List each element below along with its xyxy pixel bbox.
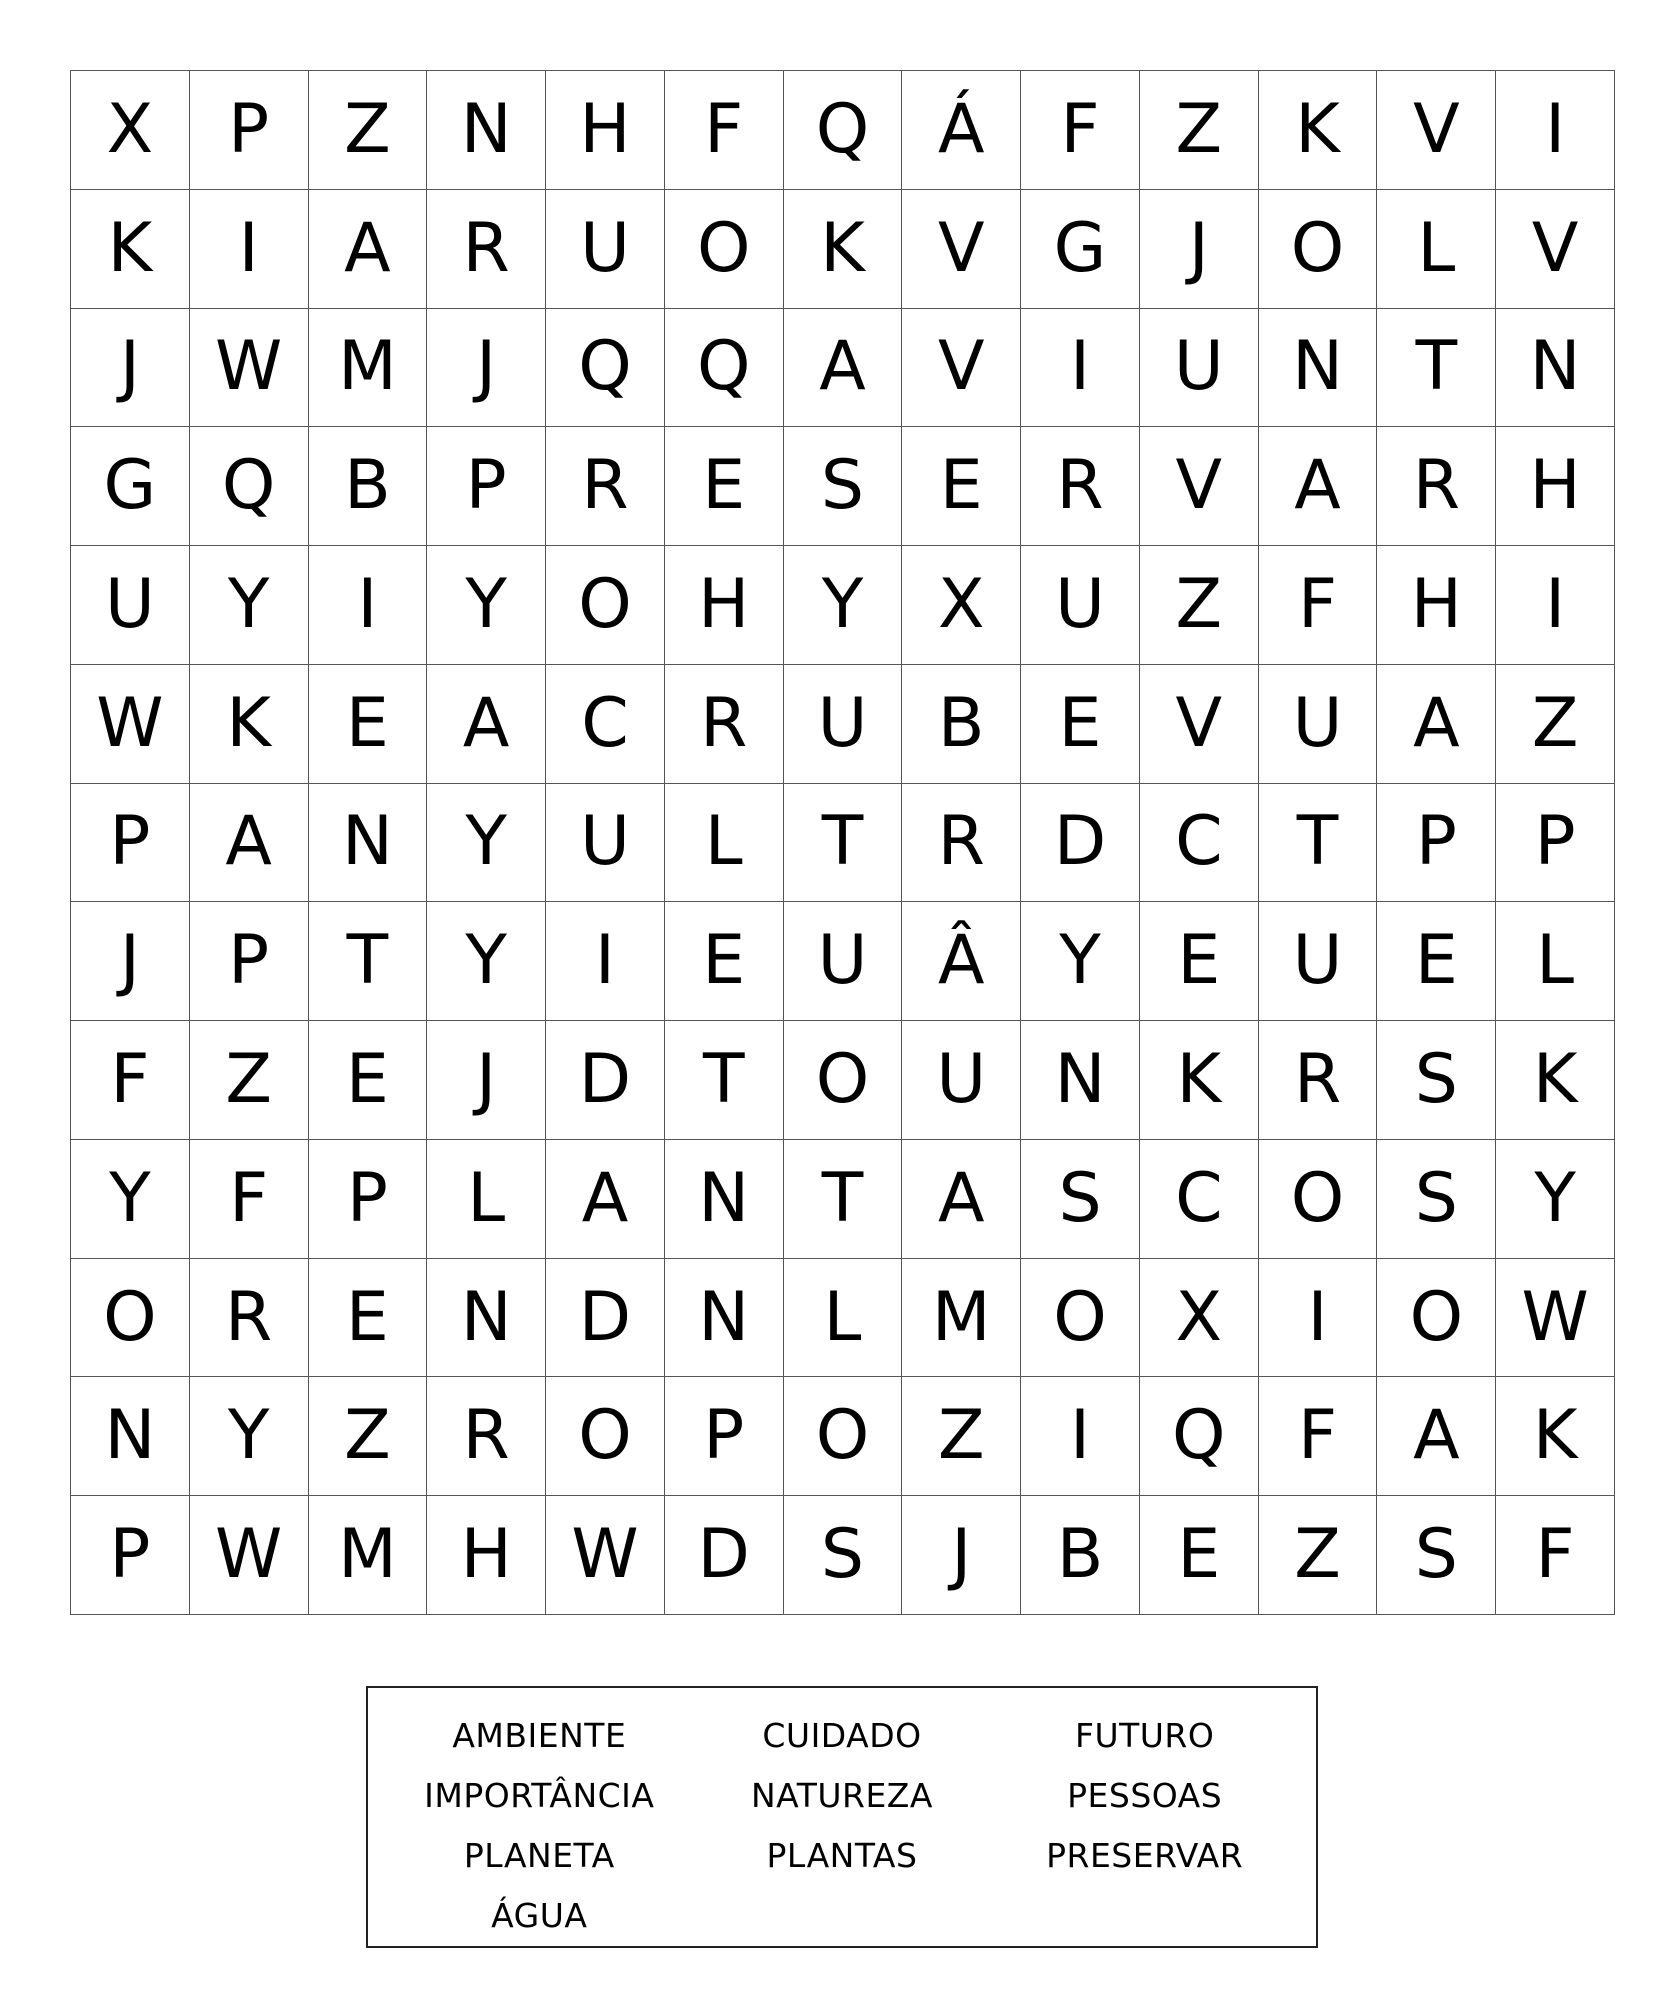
grid-cell[interactable]: A bbox=[784, 309, 903, 428]
word-list-item: CUIDADO bbox=[762, 1716, 922, 1755]
grid-cell[interactable]: S bbox=[784, 427, 903, 546]
grid-cell[interactable]: W bbox=[71, 665, 190, 784]
grid-cell[interactable]: M bbox=[902, 1259, 1021, 1378]
word-list-item: FUTURO bbox=[1074, 1716, 1215, 1755]
grid-cell[interactable]: R bbox=[902, 784, 1021, 903]
grid-cell[interactable]: I bbox=[1496, 71, 1615, 190]
grid-cell[interactable]: Y bbox=[1496, 1140, 1615, 1259]
grid-cell[interactable]: U bbox=[902, 1021, 1021, 1140]
grid-cell[interactable]: W bbox=[546, 1496, 665, 1615]
grid-cell[interactable]: Z bbox=[1140, 546, 1259, 665]
grid-cell[interactable]: F bbox=[1259, 546, 1378, 665]
grid-cell[interactable]: P bbox=[1496, 784, 1615, 903]
grid-cell[interactable]: N bbox=[665, 1140, 784, 1259]
grid-cell[interactable]: F bbox=[71, 1021, 190, 1140]
grid-cell[interactable]: A bbox=[1377, 1377, 1496, 1496]
grid-cell[interactable]: O bbox=[1259, 1140, 1378, 1259]
grid-cell[interactable]: H bbox=[427, 1496, 546, 1615]
grid-cell[interactable]: E bbox=[665, 427, 784, 546]
grid-cell[interactable]: K bbox=[784, 190, 903, 309]
grid-cell[interactable]: T bbox=[784, 1140, 903, 1259]
grid-cell[interactable]: E bbox=[309, 1021, 428, 1140]
word-list-item: ÁGUA bbox=[491, 1896, 588, 1935]
word-list-item: NATUREZA bbox=[751, 1776, 933, 1815]
grid-cell[interactable]: Q bbox=[1140, 1377, 1259, 1496]
grid-cell[interactable]: U bbox=[546, 190, 665, 309]
grid-cell[interactable]: T bbox=[1377, 309, 1496, 428]
grid-cell[interactable]: O bbox=[546, 1377, 665, 1496]
grid-cell[interactable]: O bbox=[665, 190, 784, 309]
grid-cell[interactable]: Q bbox=[190, 427, 309, 546]
grid-cell[interactable]: K bbox=[71, 190, 190, 309]
grid-cell[interactable]: B bbox=[309, 427, 428, 546]
grid-cell[interactable]: A bbox=[1377, 665, 1496, 784]
grid-cell[interactable]: Q bbox=[665, 309, 784, 428]
grid-cell[interactable]: V bbox=[902, 309, 1021, 428]
grid-cell[interactable]: C bbox=[546, 665, 665, 784]
grid-cell[interactable]: H bbox=[665, 546, 784, 665]
grid-cell[interactable]: Y bbox=[190, 1377, 309, 1496]
grid-cell[interactable]: G bbox=[1021, 190, 1140, 309]
grid-cell[interactable]: T bbox=[665, 1021, 784, 1140]
grid-cell[interactable]: J bbox=[427, 309, 546, 428]
grid-cell[interactable]: I bbox=[1496, 546, 1615, 665]
grid-cell[interactable]: E bbox=[1140, 902, 1259, 1021]
grid-cell[interactable]: Z bbox=[309, 1377, 428, 1496]
grid-cell[interactable]: Z bbox=[309, 71, 428, 190]
grid-cell[interactable]: Q bbox=[546, 309, 665, 428]
grid-cell[interactable]: T bbox=[309, 902, 428, 1021]
grid-cell[interactable]: A bbox=[309, 190, 428, 309]
grid-cell[interactable]: F bbox=[1496, 1496, 1615, 1615]
grid-cell[interactable]: U bbox=[1259, 902, 1378, 1021]
grid-cell[interactable]: S bbox=[1377, 1021, 1496, 1140]
grid-cell[interactable]: Z bbox=[1496, 665, 1615, 784]
grid-cell[interactable]: Q bbox=[784, 71, 903, 190]
grid-cell[interactable]: O bbox=[1377, 1259, 1496, 1378]
grid-cell[interactable]: Â bbox=[902, 902, 1021, 1021]
grid-cell[interactable]: P bbox=[1377, 784, 1496, 903]
grid-cell[interactable]: Y bbox=[190, 546, 309, 665]
grid-cell[interactable]: U bbox=[784, 902, 903, 1021]
grid-cell[interactable]: S bbox=[1021, 1140, 1140, 1259]
grid-cell[interactable]: R bbox=[546, 427, 665, 546]
grid-cell[interactable]: W bbox=[190, 309, 309, 428]
grid-cell[interactable]: Y bbox=[427, 784, 546, 903]
word-list-item: IMPORTÂNCIA bbox=[424, 1776, 655, 1815]
grid-cell[interactable]: K bbox=[1496, 1021, 1615, 1140]
grid-cell[interactable]: P bbox=[665, 1377, 784, 1496]
grid-cell[interactable]: U bbox=[1021, 546, 1140, 665]
grid-cell[interactable]: V bbox=[1140, 427, 1259, 546]
word-list bbox=[366, 1686, 1318, 1948]
grid-cell[interactable]: A bbox=[427, 665, 546, 784]
grid-cell[interactable]: E bbox=[1021, 665, 1140, 784]
grid-cell[interactable]: L bbox=[784, 1259, 903, 1378]
grid-cell[interactable]: J bbox=[427, 1021, 546, 1140]
grid-cell[interactable]: W bbox=[190, 1496, 309, 1615]
grid-cell[interactable]: X bbox=[1140, 1259, 1259, 1378]
grid-cell[interactable]: L bbox=[665, 784, 784, 903]
grid-cell[interactable]: K bbox=[1140, 1021, 1259, 1140]
grid-cell[interactable]: S bbox=[784, 1496, 903, 1615]
grid-cell[interactable]: B bbox=[902, 665, 1021, 784]
grid-cell[interactable]: H bbox=[1377, 546, 1496, 665]
grid-cell[interactable]: P bbox=[71, 1496, 190, 1615]
grid-cell[interactable]: X bbox=[71, 71, 190, 190]
grid-cell[interactable]: E bbox=[1377, 902, 1496, 1021]
grid-cell[interactable]: F bbox=[1259, 1377, 1378, 1496]
grid-cell[interactable]: V bbox=[902, 190, 1021, 309]
word-list-item: PRESERVAR bbox=[1046, 1836, 1244, 1875]
grid-cell[interactable]: P bbox=[309, 1140, 428, 1259]
grid-cell[interactable]: T bbox=[784, 784, 903, 903]
grid-cell[interactable]: Z bbox=[1140, 71, 1259, 190]
grid-cell[interactable]: D bbox=[665, 1496, 784, 1615]
grid-cell[interactable]: Z bbox=[902, 1377, 1021, 1496]
grid-cell[interactable]: D bbox=[546, 1259, 665, 1378]
grid-cell[interactable]: K bbox=[1496, 1377, 1615, 1496]
grid-cell[interactable]: G bbox=[71, 427, 190, 546]
grid-cell[interactable]: N bbox=[1259, 309, 1378, 428]
letter-grid bbox=[70, 70, 1615, 1615]
grid-cell[interactable]: O bbox=[71, 1259, 190, 1378]
grid-cell[interactable]: U bbox=[546, 784, 665, 903]
grid-cell[interactable]: A bbox=[190, 784, 309, 903]
grid-cell[interactable]: S bbox=[1377, 1140, 1496, 1259]
grid-cell[interactable]: R bbox=[427, 1377, 546, 1496]
grid-cell[interactable]: O bbox=[546, 546, 665, 665]
grid-cell[interactable]: R bbox=[190, 1259, 309, 1378]
grid-cell[interactable]: N bbox=[1496, 309, 1615, 428]
word-list-item: PLANETA bbox=[463, 1836, 615, 1875]
grid-cell[interactable]: Z bbox=[190, 1021, 309, 1140]
word-list-item: PLANTAS bbox=[766, 1836, 918, 1875]
grid-cell[interactable]: K bbox=[1259, 71, 1378, 190]
grid-cell[interactable]: O bbox=[784, 1021, 903, 1140]
grid-cell[interactable]: N bbox=[309, 784, 428, 903]
grid-cell[interactable]: Z bbox=[1259, 1496, 1378, 1615]
grid-cell[interactable]: L bbox=[427, 1140, 546, 1259]
grid-cell[interactable]: Y bbox=[1021, 902, 1140, 1021]
grid-cell[interactable]: R bbox=[1021, 427, 1140, 546]
grid-cell[interactable]: L bbox=[1377, 190, 1496, 309]
grid-cell[interactable]: N bbox=[1021, 1021, 1140, 1140]
grid-cell[interactable]: P bbox=[427, 427, 546, 546]
grid-cell[interactable]: D bbox=[546, 1021, 665, 1140]
grid-cell[interactable]: J bbox=[1140, 190, 1259, 309]
grid-cell[interactable]: I bbox=[1259, 1259, 1378, 1378]
grid-cell[interactable]: R bbox=[665, 665, 784, 784]
grid-cell[interactable]: O bbox=[1021, 1259, 1140, 1378]
grid-cell[interactable]: S bbox=[1377, 1496, 1496, 1615]
grid-cell[interactable]: P bbox=[71, 784, 190, 903]
grid-cell[interactable]: F bbox=[665, 71, 784, 190]
grid-cell[interactable]: V bbox=[1496, 190, 1615, 309]
grid-cell[interactable]: W bbox=[1496, 1259, 1615, 1378]
grid-cell[interactable]: H bbox=[546, 71, 665, 190]
grid-cell[interactable]: P bbox=[190, 902, 309, 1021]
grid-cell[interactable]: I bbox=[309, 546, 428, 665]
grid-cell[interactable]: I bbox=[1021, 1377, 1140, 1496]
grid-cell[interactable]: U bbox=[71, 546, 190, 665]
grid-cell[interactable]: R bbox=[1377, 427, 1496, 546]
grid-cell[interactable]: J bbox=[902, 1496, 1021, 1615]
word-list-item: PESSOAS bbox=[1067, 1776, 1223, 1815]
grid-cell[interactable]: Y bbox=[71, 1140, 190, 1259]
grid-cell[interactable]: V bbox=[1140, 665, 1259, 784]
grid-cell[interactable]: C bbox=[1140, 1140, 1259, 1259]
grid-cell[interactable]: R bbox=[1259, 1021, 1378, 1140]
grid-cell[interactable]: U bbox=[784, 665, 903, 784]
grid-cell[interactable]: R bbox=[427, 190, 546, 309]
word-list-item: AMBIENTE bbox=[452, 1716, 627, 1755]
grid-cell[interactable]: E bbox=[309, 665, 428, 784]
grid-cell[interactable]: A bbox=[902, 1140, 1021, 1259]
grid-cell[interactable]: Á bbox=[902, 71, 1021, 190]
grid-cell[interactable]: B bbox=[1021, 1496, 1140, 1615]
grid-cell[interactable]: T bbox=[1259, 784, 1378, 903]
grid-cell[interactable]: Y bbox=[784, 546, 903, 665]
grid-cell[interactable]: N bbox=[427, 1259, 546, 1378]
grid-cell[interactable]: E bbox=[1140, 1496, 1259, 1615]
grid-cell[interactable]: V bbox=[1377, 71, 1496, 190]
grid-cell[interactable]: E bbox=[665, 902, 784, 1021]
grid-cell[interactable]: Y bbox=[427, 902, 546, 1021]
grid-cell[interactable]: J bbox=[71, 309, 190, 428]
grid-cell[interactable]: N bbox=[427, 71, 546, 190]
grid-cell[interactable]: L bbox=[1496, 902, 1615, 1021]
grid-cell[interactable]: O bbox=[784, 1377, 903, 1496]
grid-cell[interactable]: O bbox=[1259, 190, 1378, 309]
grid-cell[interactable]: U bbox=[1259, 665, 1378, 784]
grid-cell[interactable]: A bbox=[1259, 427, 1378, 546]
grid-cell[interactable]: E bbox=[309, 1259, 428, 1378]
grid-cell[interactable]: C bbox=[1140, 784, 1259, 903]
grid-cell[interactable]: I bbox=[190, 190, 309, 309]
grid-cell[interactable]: N bbox=[665, 1259, 784, 1378]
grid-cell[interactable]: F bbox=[1021, 71, 1140, 190]
grid-cell[interactable]: Y bbox=[427, 546, 546, 665]
grid-cell[interactable]: J bbox=[71, 902, 190, 1021]
grid-cell[interactable]: H bbox=[1496, 427, 1615, 546]
grid-cell[interactable]: U bbox=[1140, 309, 1259, 428]
grid-cell[interactable]: M bbox=[309, 309, 428, 428]
grid-cell[interactable]: I bbox=[546, 902, 665, 1021]
grid-cell[interactable]: F bbox=[190, 1140, 309, 1259]
grid-cell[interactable]: E bbox=[902, 427, 1021, 546]
grid-cell[interactable]: I bbox=[1021, 309, 1140, 428]
grid-cell[interactable]: K bbox=[190, 665, 309, 784]
grid-cell[interactable]: P bbox=[190, 71, 309, 190]
grid-cell[interactable]: D bbox=[1021, 784, 1140, 903]
grid-cell[interactable]: N bbox=[71, 1377, 190, 1496]
grid-cell[interactable]: A bbox=[546, 1140, 665, 1259]
grid-cell[interactable]: X bbox=[902, 546, 1021, 665]
grid-cell[interactable]: M bbox=[309, 1496, 428, 1615]
